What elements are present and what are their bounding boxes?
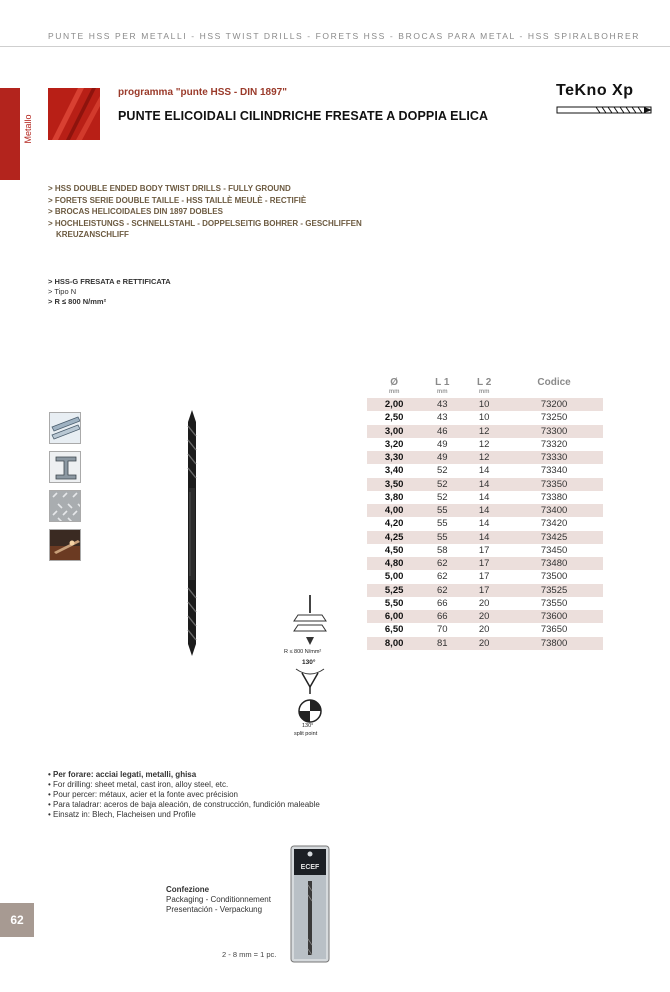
product-thumbnail: [48, 88, 100, 140]
col-code: Codice: [537, 377, 571, 388]
diameter-cell: 3,50: [367, 478, 421, 491]
l1-cell: 49: [421, 451, 463, 464]
packaging-label: Confezione Packaging - Conditionnement Presentación - Verpackung: [166, 885, 271, 914]
code-cell: 73800: [505, 637, 603, 650]
code-cell: 73380: [540, 491, 568, 503]
diameter-cell: 2,50: [384, 412, 404, 424]
l1-cell: 81: [421, 637, 463, 650]
code-cell: 73400: [505, 504, 603, 517]
l1-cell: 52: [436, 491, 448, 503]
code-cell: 73350: [505, 478, 603, 491]
table-row: [367, 478, 603, 491]
table-header-row: [367, 370, 603, 397]
code-cell: 73500: [540, 571, 568, 583]
table-row: [367, 544, 603, 557]
angle-label: 130°: [302, 659, 316, 666]
running-title: PUNTE HSS PER METALLI - HSS TWIST DRILLS - FORETS HSS - BROCAS PARA METAL - HSS SPIRALBOHRER: [48, 31, 640, 41]
usage-line: • Para taladrar: aceros de baja aleación, de construcción, fundición maleable: [48, 800, 320, 809]
l2-cell: 20: [463, 637, 505, 650]
l2-cell: 12: [463, 451, 505, 464]
section-label: Metallo: [23, 114, 33, 144]
point-angle-icon: [294, 667, 326, 695]
l2-cell: 10: [463, 397, 505, 411]
description-line: > BROCAS HELICOIDALES DIN 1897 DOBLES: [48, 207, 223, 216]
table-row: [367, 397, 603, 411]
l1-cell: 62: [421, 557, 463, 570]
usage-notes: [48, 770, 320, 820]
l2-cell: 17: [478, 544, 490, 556]
program-label: programma "punte HSS - DIN 1897": [118, 87, 287, 98]
l2-cell: 14: [463, 531, 505, 544]
checker-plate-icon: [49, 490, 81, 522]
table-row: [367, 637, 603, 650]
l1-cell: 52: [436, 465, 448, 477]
col-l1: L 1 mm: [435, 377, 450, 395]
diameter-cell: 6,50: [384, 624, 404, 636]
blister-pack-image: [290, 845, 330, 963]
table-row: [367, 438, 603, 451]
section-tab: [0, 88, 20, 180]
diameter-cell: 3,20: [384, 438, 404, 450]
code-cell: 73550: [540, 597, 568, 609]
table-row: [367, 464, 603, 477]
l2-cell: 20: [463, 610, 505, 623]
l2-cell: 17: [463, 557, 505, 570]
running-header: [0, 0, 670, 47]
code-cell: 73420: [540, 518, 568, 530]
l1-cell: 62: [436, 571, 448, 583]
l1-cell: 66: [421, 610, 463, 623]
l1-cell: 55: [421, 531, 463, 544]
double-ended-drill-image: [178, 408, 206, 658]
l2-cell: 12: [478, 438, 490, 450]
l2-cell: 14: [463, 478, 505, 491]
spec-icons: [280, 595, 340, 745]
diameter-cell: 4,80: [367, 557, 421, 570]
code-cell: 73250: [540, 412, 568, 424]
product-table: [367, 370, 603, 650]
table-row: [367, 531, 603, 544]
code-cell: 73340: [540, 465, 568, 477]
l1-cell: 62: [421, 584, 463, 597]
l2-cell: 20: [478, 624, 490, 636]
l2-cell: 17: [463, 584, 505, 597]
description-line: > FORETS SERIE DOUBLE TAILLE - HSS TAILLÈ MEULÈ - RECTIFIÈ: [48, 195, 307, 205]
code-cell: 73600: [505, 610, 603, 623]
l2-cell: 14: [463, 504, 505, 517]
usage-line: • Einsatz in: Blech, Flacheisen und Profile: [48, 810, 196, 819]
description-line: > HSS DOUBLE ENDED BODY TWIST DRILLS - FULLY GROUND: [48, 184, 291, 193]
l1-cell: 55: [436, 518, 448, 530]
material-strength-icon: [280, 595, 340, 651]
product-descriptions: [48, 183, 362, 241]
spec-line: > HSS-G FRESATA e RETTIFICATA: [48, 277, 171, 286]
col-diameter: Ø mm: [388, 377, 400, 395]
table-row: [367, 411, 603, 424]
brand-logo: TeKno Xp: [556, 82, 654, 124]
l2-cell: 14: [478, 465, 490, 477]
diameter-cell: 4,00: [367, 504, 421, 517]
table-row: [367, 623, 603, 636]
code-cell: 73525: [505, 584, 603, 597]
diameter-cell: 3,00: [367, 425, 421, 438]
sheet-metal-icon: [49, 412, 81, 444]
diameter-cell: 3,80: [384, 491, 404, 503]
code-cell: 73330: [505, 451, 603, 464]
code-cell: 73425: [505, 531, 603, 544]
split-angle-label: 130°: [302, 723, 314, 729]
table-row: [367, 504, 603, 517]
split-point-icon: [297, 698, 323, 724]
l1-cell: 58: [436, 544, 448, 556]
table-row: [367, 451, 603, 464]
rusted-metal-icon: [49, 529, 81, 561]
code-cell: 73450: [540, 544, 568, 556]
code-cell: 73650: [540, 624, 568, 636]
diameter-cell: 5,50: [384, 597, 404, 609]
code-cell: 73200: [505, 397, 603, 411]
l2-cell: 12: [463, 425, 505, 438]
diameter-cell: 2,00: [367, 397, 421, 411]
l1-cell: 43: [421, 397, 463, 411]
table-row: [367, 517, 603, 530]
diameter-cell: 8,00: [367, 637, 421, 650]
l2-cell: 14: [478, 491, 490, 503]
table-row: [367, 557, 603, 570]
diameter-cell: 3,30: [367, 451, 421, 464]
l2-cell: 20: [478, 597, 490, 609]
pack-brand-text: ECEF: [300, 864, 320, 871]
page-number: 62: [0, 903, 34, 937]
col-l2: L 2 mm: [477, 377, 492, 395]
description-line: > HOCHLEISTUNGS - SCHNELLSTAHL - DOPPELSEITIG BOHRER - GESCHLIFFEN: [48, 218, 362, 228]
table-row: [367, 597, 603, 610]
spec-line: > Tipo N: [48, 287, 77, 296]
page-title: PUNTE ELICOIDALI CILINDRICHE FRESATE A DOPPIA ELICA: [118, 109, 489, 123]
l2-cell: 17: [478, 571, 490, 583]
l1-cell: 55: [421, 504, 463, 517]
l1-cell: 70: [436, 624, 448, 636]
spec-line: > R ≤ 800 N/mm²: [48, 297, 107, 306]
l1-cell: 66: [436, 597, 448, 609]
technical-specs: [48, 277, 171, 307]
packaging-note: 2 - 8 mm = 1 pc.: [222, 950, 277, 959]
diameter-cell: 6,00: [367, 610, 421, 623]
l1-cell: 46: [421, 425, 463, 438]
diameter-cell: 5,25: [367, 584, 421, 597]
table-row: [367, 491, 603, 504]
diameter-cell: 4,20: [384, 518, 404, 530]
code-cell: 73300: [505, 425, 603, 438]
strength-label: R ≤ 800 N/mm²: [284, 649, 322, 655]
l1-cell: 43: [436, 412, 448, 424]
code-cell: 73320: [540, 438, 568, 450]
usage-line: • Pour percer: métaux, acier et la fonte avec précision: [48, 790, 239, 799]
table-row: [367, 570, 603, 583]
drill-logo-icon: [556, 104, 654, 116]
table-row: [367, 425, 603, 438]
steel-profile-icon: [49, 451, 81, 483]
diameter-cell: 4,50: [384, 544, 404, 556]
l1-cell: 49: [436, 438, 448, 450]
usage-line: • Per forare: acciai legati, metalli, ghisa: [48, 770, 197, 779]
l1-cell: 52: [421, 478, 463, 491]
table-row: [367, 610, 603, 623]
code-cell: 73480: [505, 557, 603, 570]
diameter-cell: 5,00: [384, 571, 404, 583]
diameter-cell: 3,40: [384, 465, 404, 477]
l2-cell: 14: [478, 518, 490, 530]
description-line: KREUZANSCHLIFF: [56, 230, 129, 239]
diameter-cell: 4,25: [367, 531, 421, 544]
l2-cell: 10: [478, 412, 490, 424]
table-row: [367, 584, 603, 597]
usage-line: • For drilling: sheet metal, cast iron, alloy steel, etc.: [48, 780, 229, 789]
split-point-label: split point: [294, 731, 318, 737]
